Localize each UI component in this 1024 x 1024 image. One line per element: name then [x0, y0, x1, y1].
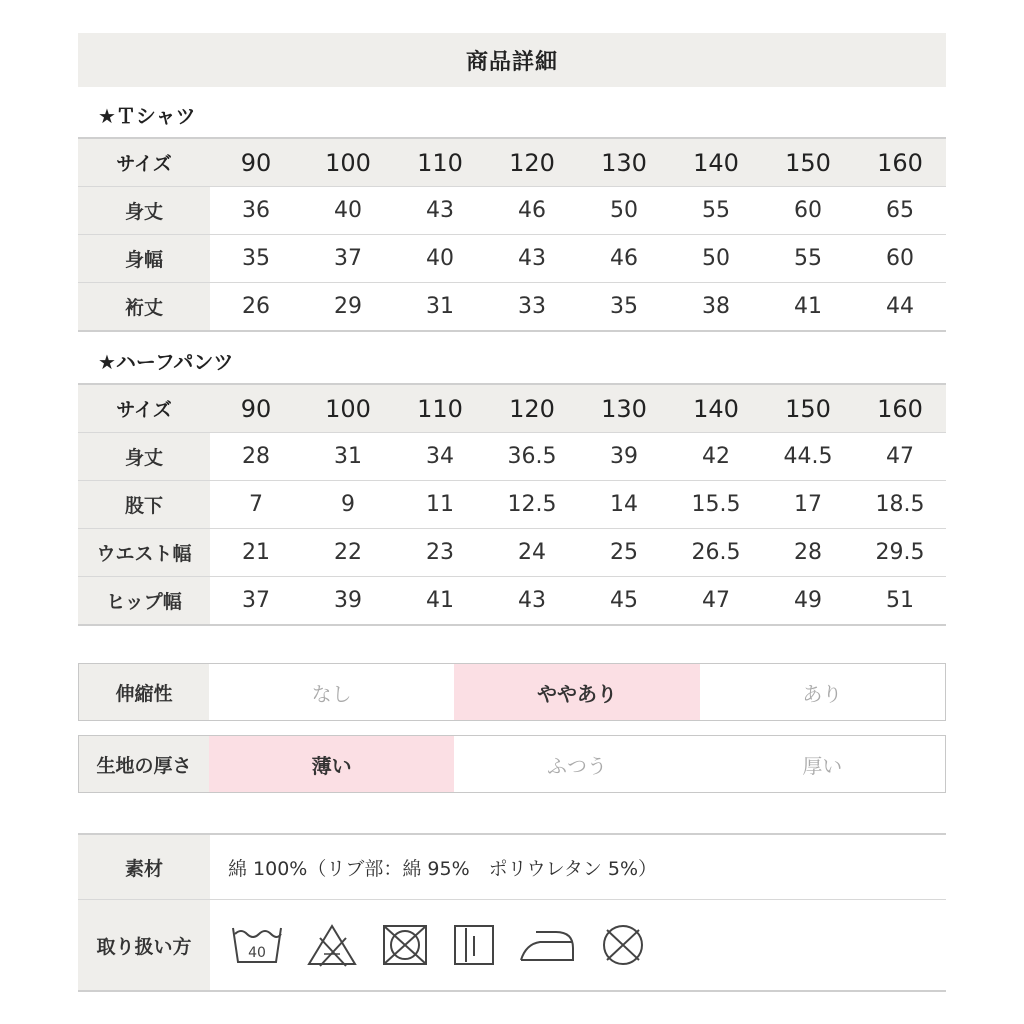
size-cell: 120 — [486, 384, 578, 433]
table-row — [78, 577, 946, 626]
size-cell: 110 — [394, 138, 486, 187]
row-label: 身丈 — [78, 433, 210, 481]
size-cell: 160 — [854, 384, 946, 433]
size-cell: 130 — [578, 384, 670, 433]
value-cell: 28 — [210, 433, 302, 481]
value-cell: 55 — [762, 235, 854, 283]
stretch-option: ややあり — [454, 664, 699, 720]
value-cell: 24 — [486, 529, 578, 577]
wash-temp: 40 — [248, 945, 266, 961]
value-cell: 47 — [854, 433, 946, 481]
value-cell: 37 — [210, 577, 302, 626]
value-cell: 29.5 — [854, 529, 946, 577]
tshirt-size-table — [78, 137, 946, 332]
value-cell: 26 — [210, 283, 302, 332]
stretch-scale — [78, 663, 946, 721]
pants-size-table — [78, 383, 946, 626]
care-icons — [210, 900, 648, 990]
value-cell: 31 — [394, 283, 486, 332]
value-cell: 38 — [670, 283, 762, 332]
size-cell: 150 — [762, 138, 854, 187]
material-value: 綿 100%（リブ部：綿 95% ポリウレタン 5%） — [228, 857, 658, 880]
value-cell: 29 — [302, 283, 394, 332]
iron-icon — [518, 922, 576, 968]
value-cell: 34 — [394, 433, 486, 481]
value-cell: 39 — [578, 433, 670, 481]
stretch-option: あり — [802, 681, 843, 706]
tshirt-heading: ★Ｔシャツ — [98, 104, 196, 128]
row-label: 身幅 — [78, 235, 210, 283]
value-cell: 25 — [578, 529, 670, 577]
page-title: 商品詳細 — [465, 49, 558, 75]
value-cell: 41 — [394, 577, 486, 626]
value-cell: 28 — [762, 529, 854, 577]
row-label: 裄丈 — [78, 283, 210, 332]
table-row — [78, 433, 946, 481]
value-cell: 39 — [302, 577, 394, 626]
row-label: ヒップ幅 — [78, 577, 210, 626]
size-cell: 100 — [302, 384, 394, 433]
thickness-option: 薄い — [209, 736, 454, 792]
material-table — [78, 833, 946, 992]
value-cell: 42 — [670, 433, 762, 481]
value-cell: 37 — [302, 235, 394, 283]
size-cell: 150 — [762, 384, 854, 433]
value-cell: 45 — [578, 577, 670, 626]
row-label: ウエスト幅 — [78, 529, 210, 577]
thickness-label: 生地の厚さ — [79, 736, 209, 792]
value-cell: 36.5 — [486, 433, 578, 481]
size-cell: 110 — [394, 384, 486, 433]
value-cell: 15.5 — [670, 481, 762, 529]
title-bar — [78, 33, 946, 87]
value-cell: 49 — [762, 577, 854, 626]
value-cell: 14 — [578, 481, 670, 529]
value-cell: 17 — [762, 481, 854, 529]
value-cell: 36 — [210, 187, 302, 235]
material-row — [78, 835, 946, 899]
value-cell: 22 — [302, 529, 394, 577]
value-cell: 9 — [302, 481, 394, 529]
material-label: 素材 — [78, 835, 210, 899]
size-cell: 140 — [670, 138, 762, 187]
thickness-scale — [78, 735, 946, 793]
value-cell: 31 — [302, 433, 394, 481]
table-row — [78, 235, 946, 283]
value-cell: 50 — [578, 187, 670, 235]
table-row — [78, 529, 946, 577]
value-cell: 11 — [394, 481, 486, 529]
size-cell: 90 — [210, 138, 302, 187]
size-cell: 90 — [210, 384, 302, 433]
value-cell: 40 — [302, 187, 394, 235]
value-cell: 65 — [854, 187, 946, 235]
table-row — [78, 187, 946, 235]
value-cell: 46 — [578, 235, 670, 283]
thickness-option: ふつう — [546, 753, 607, 778]
value-cell: 35 — [210, 235, 302, 283]
value-cell: 21 — [210, 529, 302, 577]
pants-heading: ★ハーフパンツ — [98, 350, 234, 374]
value-cell: 47 — [670, 577, 762, 626]
size-cell: 140 — [670, 384, 762, 433]
value-cell: 44.5 — [762, 433, 854, 481]
value-cell: 35 — [578, 283, 670, 332]
value-cell: 18.5 — [854, 481, 946, 529]
value-cell: 44 — [854, 283, 946, 332]
value-cell: 23 — [394, 529, 486, 577]
value-cell: 41 — [762, 283, 854, 332]
row-label: 股下 — [78, 481, 210, 529]
row-label: サイズ — [78, 138, 210, 187]
size-cell: 100 — [302, 138, 394, 187]
value-cell: 51 — [854, 577, 946, 626]
value-cell: 7 — [210, 481, 302, 529]
value-cell: 50 — [670, 235, 762, 283]
line-dry-icon — [452, 922, 496, 968]
value-cell: 60 — [854, 235, 946, 283]
wash-40-icon — [230, 922, 284, 968]
size-header-row — [78, 384, 946, 433]
size-cell: 120 — [486, 138, 578, 187]
value-cell: 46 — [486, 187, 578, 235]
value-cell: 60 — [762, 187, 854, 235]
care-row — [78, 899, 946, 990]
care-label: 取り扱い方 — [78, 900, 210, 990]
stretch-label: 伸縮性 — [79, 664, 209, 720]
row-label: サイズ — [78, 384, 210, 433]
value-cell: 26.5 — [670, 529, 762, 577]
value-cell: 33 — [486, 283, 578, 332]
no-bleach-icon — [306, 922, 358, 968]
value-cell: 43 — [486, 235, 578, 283]
stretch-option: なし — [311, 681, 352, 706]
value-cell: 40 — [394, 235, 486, 283]
table-row — [78, 283, 946, 332]
table-row — [78, 481, 946, 529]
value-cell: 43 — [486, 577, 578, 626]
no-tumble-dry-icon — [380, 922, 430, 968]
size-cell: 160 — [854, 138, 946, 187]
no-dry-clean-icon — [598, 922, 648, 968]
size-header-row — [78, 138, 946, 187]
thickness-option: 厚い — [802, 753, 843, 778]
value-cell: 43 — [394, 187, 486, 235]
value-cell: 55 — [670, 187, 762, 235]
size-cell: 130 — [578, 138, 670, 187]
value-cell: 12.5 — [486, 481, 578, 529]
row-label: 身丈 — [78, 187, 210, 235]
